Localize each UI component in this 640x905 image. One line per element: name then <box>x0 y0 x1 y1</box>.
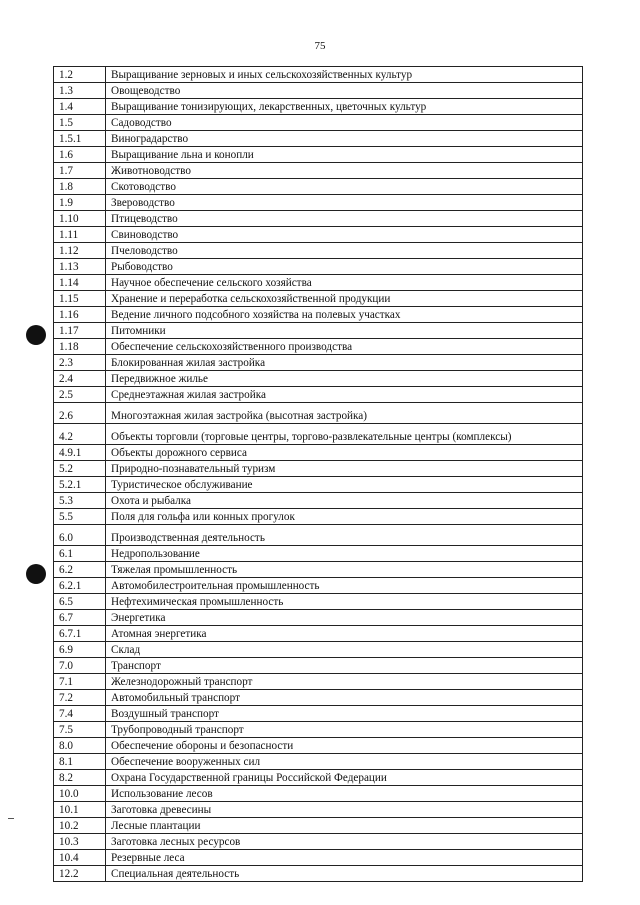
row-name: Заготовка древесины <box>106 802 583 818</box>
table-row <box>54 461 583 477</box>
row-code: 10.3 <box>54 834 106 850</box>
table-row <box>54 738 583 754</box>
punch-hole-mark <box>26 325 46 345</box>
row-code: 8.0 <box>54 738 106 754</box>
row-name: Заготовка лесных ресурсов <box>106 834 583 850</box>
table-row <box>54 67 583 83</box>
table-row <box>54 147 583 163</box>
row-code: 12.2 <box>54 866 106 882</box>
table-row <box>54 275 583 291</box>
row-name: Ведение личного подсобного хозяйства на полевых участках <box>106 307 583 323</box>
table-row <box>54 99 583 115</box>
table-row <box>54 323 583 339</box>
row-name: Использование лесов <box>106 786 583 802</box>
table-row <box>54 371 583 387</box>
table-row <box>54 546 583 562</box>
table-row <box>54 562 583 578</box>
row-code: 1.11 <box>54 227 106 243</box>
table-row <box>54 525 583 546</box>
row-code: 1.4 <box>54 99 106 115</box>
table-row <box>54 424 583 445</box>
row-name: Атомная энергетика <box>106 626 583 642</box>
row-code: 1.7 <box>54 163 106 179</box>
row-code: 8.1 <box>54 754 106 770</box>
row-name: Питомники <box>106 323 583 339</box>
row-name: Птицеводство <box>106 211 583 227</box>
row-code: 1.14 <box>54 275 106 291</box>
land-use-codes-table <box>53 66 583 882</box>
row-code: 6.2 <box>54 562 106 578</box>
row-name: Передвижное жилье <box>106 371 583 387</box>
row-name: Среднеэтажная жилая застройка <box>106 387 583 403</box>
row-name: Овощеводство <box>106 83 583 99</box>
table-row <box>54 658 583 674</box>
row-code: 5.5 <box>54 509 106 525</box>
row-name: Обеспечение вооруженных сил <box>106 754 583 770</box>
row-name: Трубопроводный транспорт <box>106 722 583 738</box>
table-row <box>54 786 583 802</box>
row-name: Свиноводство <box>106 227 583 243</box>
row-name: Резервные леса <box>106 850 583 866</box>
table-row <box>54 578 583 594</box>
table-row <box>54 195 583 211</box>
table-row <box>54 594 583 610</box>
table-row <box>54 818 583 834</box>
table-row <box>54 179 583 195</box>
row-name: Объекты торговли (торговые центры, торгово-развлекательные центры (комплексы) <box>106 424 583 445</box>
row-name: Автомобилестроительная промышленность <box>106 578 583 594</box>
row-name: Пчеловодство <box>106 243 583 259</box>
row-code: 1.6 <box>54 147 106 163</box>
row-name: Тяжелая промышленность <box>106 562 583 578</box>
table-row <box>54 291 583 307</box>
row-code: 4.2 <box>54 424 106 445</box>
row-code: 7.2 <box>54 690 106 706</box>
row-name: Выращивание зерновых и иных сельскохозяйственных культур <box>106 67 583 83</box>
row-name: Охота и рыбалка <box>106 493 583 509</box>
table-row <box>54 211 583 227</box>
page-number: 75 <box>314 40 326 52</box>
table-row <box>54 243 583 259</box>
row-name: Склад <box>106 642 583 658</box>
row-name: Энергетика <box>106 610 583 626</box>
row-code: 1.15 <box>54 291 106 307</box>
row-name: Блокированная жилая застройка <box>106 355 583 371</box>
row-code: 7.0 <box>54 658 106 674</box>
row-name: Обеспечение сельскохозяйственного производства <box>106 339 583 355</box>
row-code: 4.9.1 <box>54 445 106 461</box>
table-row <box>54 610 583 626</box>
row-code: 1.13 <box>54 259 106 275</box>
row-code: 5.2.1 <box>54 477 106 493</box>
row-name: Выращивание тонизирующих, лекарственных, цветочных культур <box>106 99 583 115</box>
table-row <box>54 866 583 882</box>
row-code: 10.0 <box>54 786 106 802</box>
row-name: Автомобильный транспорт <box>106 690 583 706</box>
row-name: Выращивание льна и конопли <box>106 147 583 163</box>
table-row <box>54 626 583 642</box>
row-code: 1.16 <box>54 307 106 323</box>
table-row <box>54 722 583 738</box>
row-code: 2.4 <box>54 371 106 387</box>
row-code: 6.1 <box>54 546 106 562</box>
punch-hole-mark <box>26 564 46 584</box>
table-row <box>54 509 583 525</box>
table-row <box>54 754 583 770</box>
row-name: Природно-познавательный туризм <box>106 461 583 477</box>
row-code: 8.2 <box>54 770 106 786</box>
row-code: 1.10 <box>54 211 106 227</box>
row-code: 6.5 <box>54 594 106 610</box>
table-row <box>54 227 583 243</box>
table-row <box>54 83 583 99</box>
row-name: Транспорт <box>106 658 583 674</box>
row-name: Производственная деятельность <box>106 525 583 546</box>
row-name: Скотоводство <box>106 179 583 195</box>
row-name: Специальная деятельность <box>106 866 583 882</box>
row-name: Объекты дорожного сервиса <box>106 445 583 461</box>
row-name: Научное обеспечение сельского хозяйства <box>106 275 583 291</box>
table-row <box>54 131 583 147</box>
row-name: Нефтехимическая промышленность <box>106 594 583 610</box>
row-code: 6.2.1 <box>54 578 106 594</box>
table-row <box>54 307 583 323</box>
row-name: Рыбоводство <box>106 259 583 275</box>
table-row <box>54 355 583 371</box>
row-code: 7.4 <box>54 706 106 722</box>
row-code: 1.2 <box>54 67 106 83</box>
row-code: 6.7 <box>54 610 106 626</box>
row-code: 2.3 <box>54 355 106 371</box>
row-code: 6.0 <box>54 525 106 546</box>
row-name: Хранение и переработка сельскохозяйственной продукции <box>106 291 583 307</box>
row-name: Многоэтажная жилая застройка (высотная застройка) <box>106 403 583 424</box>
row-name: Воздушный транспорт <box>106 706 583 722</box>
row-code: 5.3 <box>54 493 106 509</box>
row-code: 1.5 <box>54 115 106 131</box>
table-row <box>54 163 583 179</box>
row-code: 7.5 <box>54 722 106 738</box>
row-name: Недропользование <box>106 546 583 562</box>
table-row <box>54 387 583 403</box>
row-name: Лесные плантации <box>106 818 583 834</box>
row-code: 2.6 <box>54 403 106 424</box>
row-name: Звероводство <box>106 195 583 211</box>
row-name: Виноградарство <box>106 131 583 147</box>
row-code: 1.9 <box>54 195 106 211</box>
table-row <box>54 339 583 355</box>
table-row <box>54 403 583 424</box>
row-code: 6.9 <box>54 642 106 658</box>
row-code: 1.18 <box>54 339 106 355</box>
row-code: 1.12 <box>54 243 106 259</box>
row-code: 1.8 <box>54 179 106 195</box>
table-row <box>54 690 583 706</box>
margin-mark <box>8 818 14 819</box>
row-code: 7.1 <box>54 674 106 690</box>
table-row <box>54 115 583 131</box>
row-code: 1.17 <box>54 323 106 339</box>
table-row <box>54 477 583 493</box>
table-row <box>54 642 583 658</box>
row-name: Поля для гольфа или конных прогулок <box>106 509 583 525</box>
row-name: Садоводство <box>106 115 583 131</box>
row-code: 1.3 <box>54 83 106 99</box>
row-code: 10.4 <box>54 850 106 866</box>
row-code: 5.2 <box>54 461 106 477</box>
table-row <box>54 445 583 461</box>
row-name: Охрана Государственной границы Российской Федерации <box>106 770 583 786</box>
row-code: 10.2 <box>54 818 106 834</box>
row-name: Туристическое обслуживание <box>106 477 583 493</box>
row-code: 2.5 <box>54 387 106 403</box>
table-row <box>54 802 583 818</box>
table-row <box>54 770 583 786</box>
row-code: 6.7.1 <box>54 626 106 642</box>
table-row <box>54 706 583 722</box>
table-row <box>54 259 583 275</box>
table-row <box>54 834 583 850</box>
row-name: Обеспечение обороны и безопасности <box>106 738 583 754</box>
row-name: Животноводство <box>106 163 583 179</box>
row-code: 10.1 <box>54 802 106 818</box>
table-row <box>54 674 583 690</box>
table-row <box>54 493 583 509</box>
row-name: Железнодорожный транспорт <box>106 674 583 690</box>
table-row <box>54 850 583 866</box>
row-code: 1.5.1 <box>54 131 106 147</box>
